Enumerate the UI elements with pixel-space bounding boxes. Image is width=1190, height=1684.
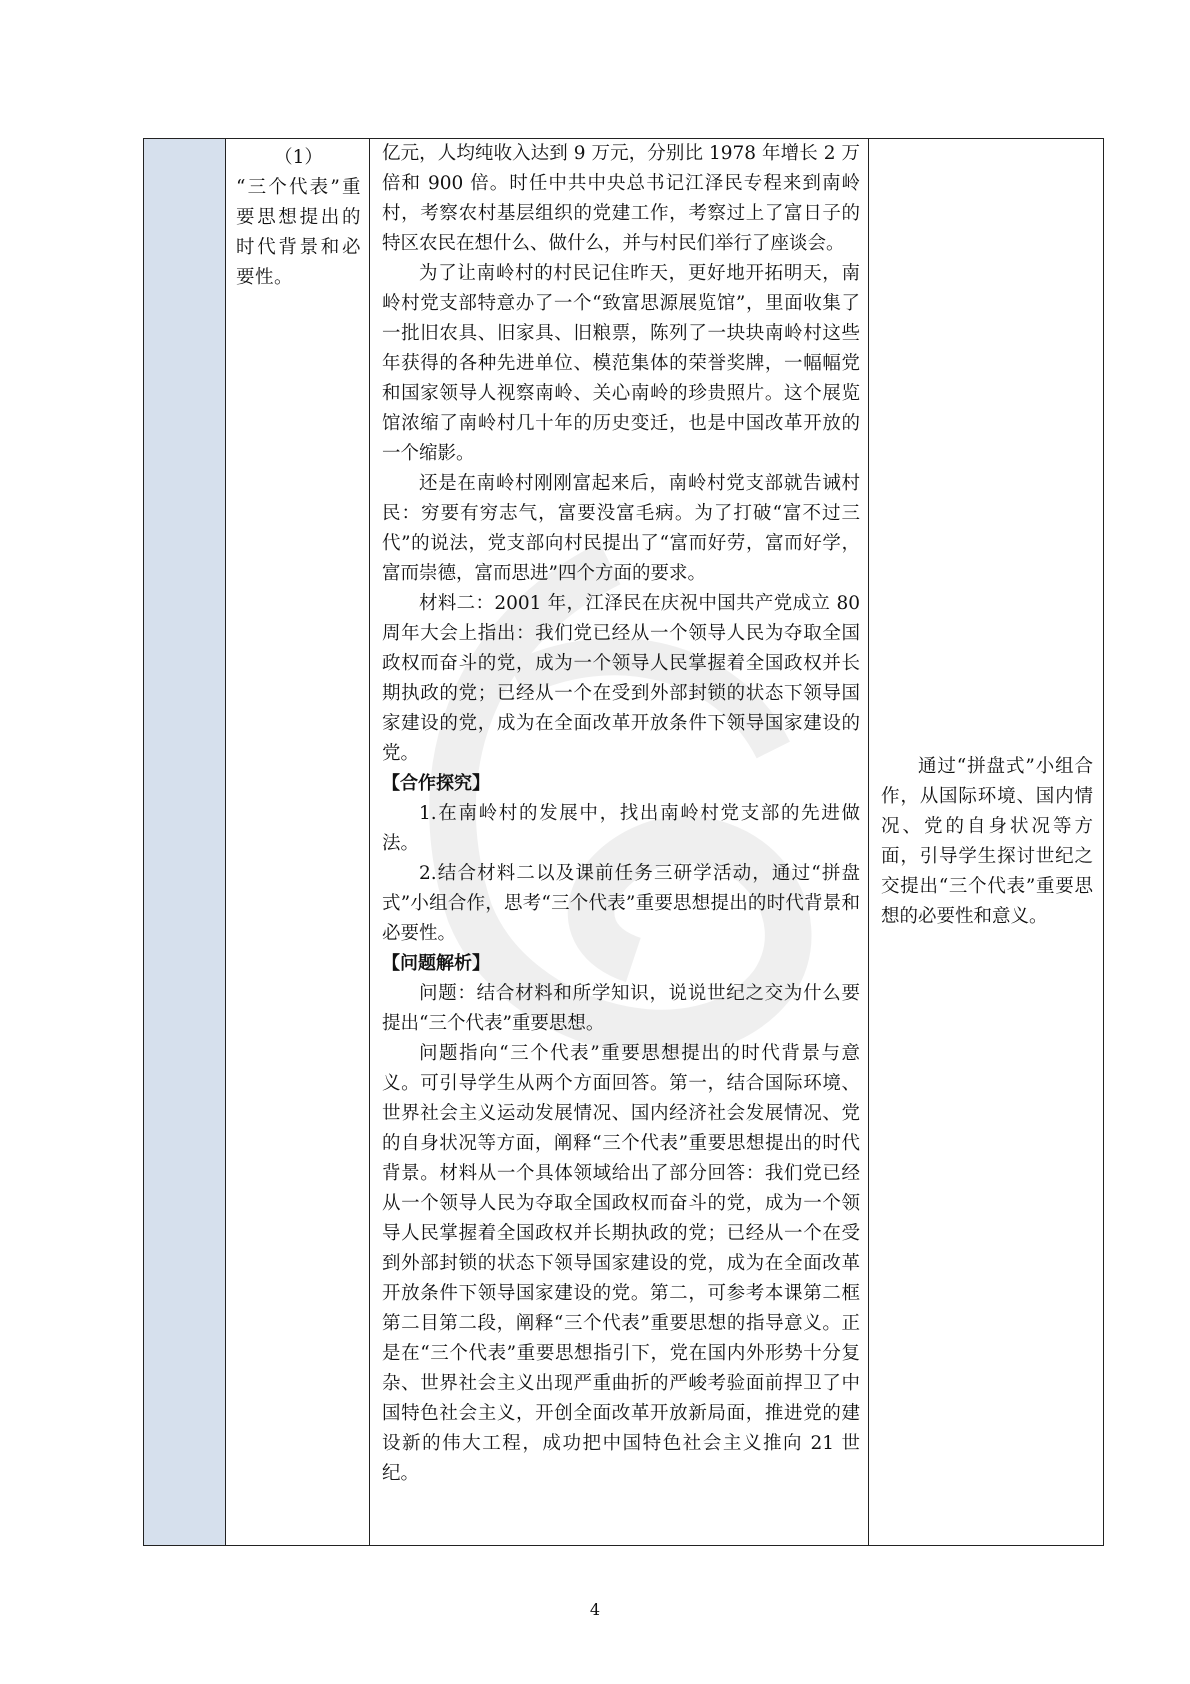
material-paragraph: 还是在南岭村刚刚富起来后，南岭村党支部就告诫村民：穷要有穷志气，富要没富毛病。为了打破“富不过三代”的说法，党支部向村民提出了“富而好劳，富而好学，富而崇德，富而思进”四个方面的要求。 bbox=[382, 473, 860, 584]
analysis-heading: 【问题解析】 bbox=[382, 953, 490, 974]
design-note: 通过“拼盘式”小组合作，从国际环境、国内情况、党的自身状况等方面，引导学生探讨世纪之交提出“三个代表”重要思想的必要性和意义。 bbox=[881, 756, 1093, 927]
inquiry-heading: 【合作探究】 bbox=[382, 773, 490, 794]
lesson-plan-table bbox=[143, 138, 1104, 1546]
page-number: 4 bbox=[589, 1600, 601, 1619]
analysis-answer: 问题指向“三个代表”重要思想提出的时代背景与意义。可引导学生从两个方面回答。第一，结合国际环境、世界社会主义运动发展情况、国内经济社会发展情况、党的自身状况等方面，阐释“三个代表”重要思想提出的时代背景。材料从一个具体领域给出了部分回答：我们党已经从一个领导人民为夺取全国政权而奋斗的党，成为一个领导人民掌握着全国政权并长期执政的党；已经从一个在受到外部封锁的状态下领导国家建设的党，成为在全面改革开放条件下领导国家建设的党。第二，可参考本课第二框第二目第二段，阐释“三个代表”重要思想的指导意义。正是在“三个代表”重要思想指引下，党在国内外形势十分复杂、世界社会主义出现严重曲折的严峻考验面前捍卫了中国特色社会主义，开创全面改革开放新局面，推进党的建设新的伟大工程，成功把中国特色社会主义推向 21 世纪。 bbox=[382, 1043, 860, 1484]
goal-number: （1） bbox=[274, 147, 323, 168]
material-paragraph: 亿元，人均纯收入达到 9 万元，分别比 1978 年增长 2 万倍和 900 倍。时任中共中央总书记江泽民专程来到南岭村，考察农村基层组织的党建工作，考察过上了富日子的特区农民在想什么、做什么，并与村民们举行了座谈会。 bbox=[382, 143, 860, 254]
material-two-paragraph: 材料二：2001 年，江泽民在庆祝中国共产党成立 80 周年大会上指出：我们党已经从一个领导人民为夺取全国政权而奋斗的党，成为一个领导人民掌握着全国政权并长期执政的党；已经从一个在受到外部封锁的状态下领导国家建设的党，成为在全面改革开放条件下领导国家建设的党。 bbox=[382, 593, 860, 764]
activity-column-cell bbox=[370, 139, 869, 1546]
inquiry-question: 1.在南岭村的发展中，找出南岭村党支部的先进做法。 bbox=[382, 803, 860, 854]
goal-column-cell bbox=[226, 139, 370, 1546]
design-intent-cell bbox=[869, 139, 1104, 1546]
table-row bbox=[144, 139, 1104, 1546]
analysis-question: 问题：结合材料和所学知识，说说世纪之交为什么要提出“三个代表”重要思想。 bbox=[382, 983, 860, 1034]
goal-text: “三个代表”重要思想提出的时代背景和必要性。 bbox=[236, 177, 361, 288]
material-paragraph: 为了让南岭村的村民记住昨天，更好地开拓明天，南岭村党支部特意办了一个“致富思源展览馆”，里面收集了一批旧农具、旧家具、旧粮票，陈列了一块块南岭村这些年获得的各种先进单位、模范集体的荣誉奖牌，一幅幅党和国家领导人视察南岭、关心南岭的珍贵照片。这个展览馆浓缩了南岭村几十年的历史变迁，也是中国改革开放的一个缩影。 bbox=[382, 263, 860, 464]
stage-column-cell bbox=[144, 139, 226, 1546]
inquiry-question: 2.结合材料二以及课前任务三研学活动，通过“拼盘式”小组合作，思考“三个代表”重要思想提出的时代背景和必要性。 bbox=[382, 863, 860, 944]
